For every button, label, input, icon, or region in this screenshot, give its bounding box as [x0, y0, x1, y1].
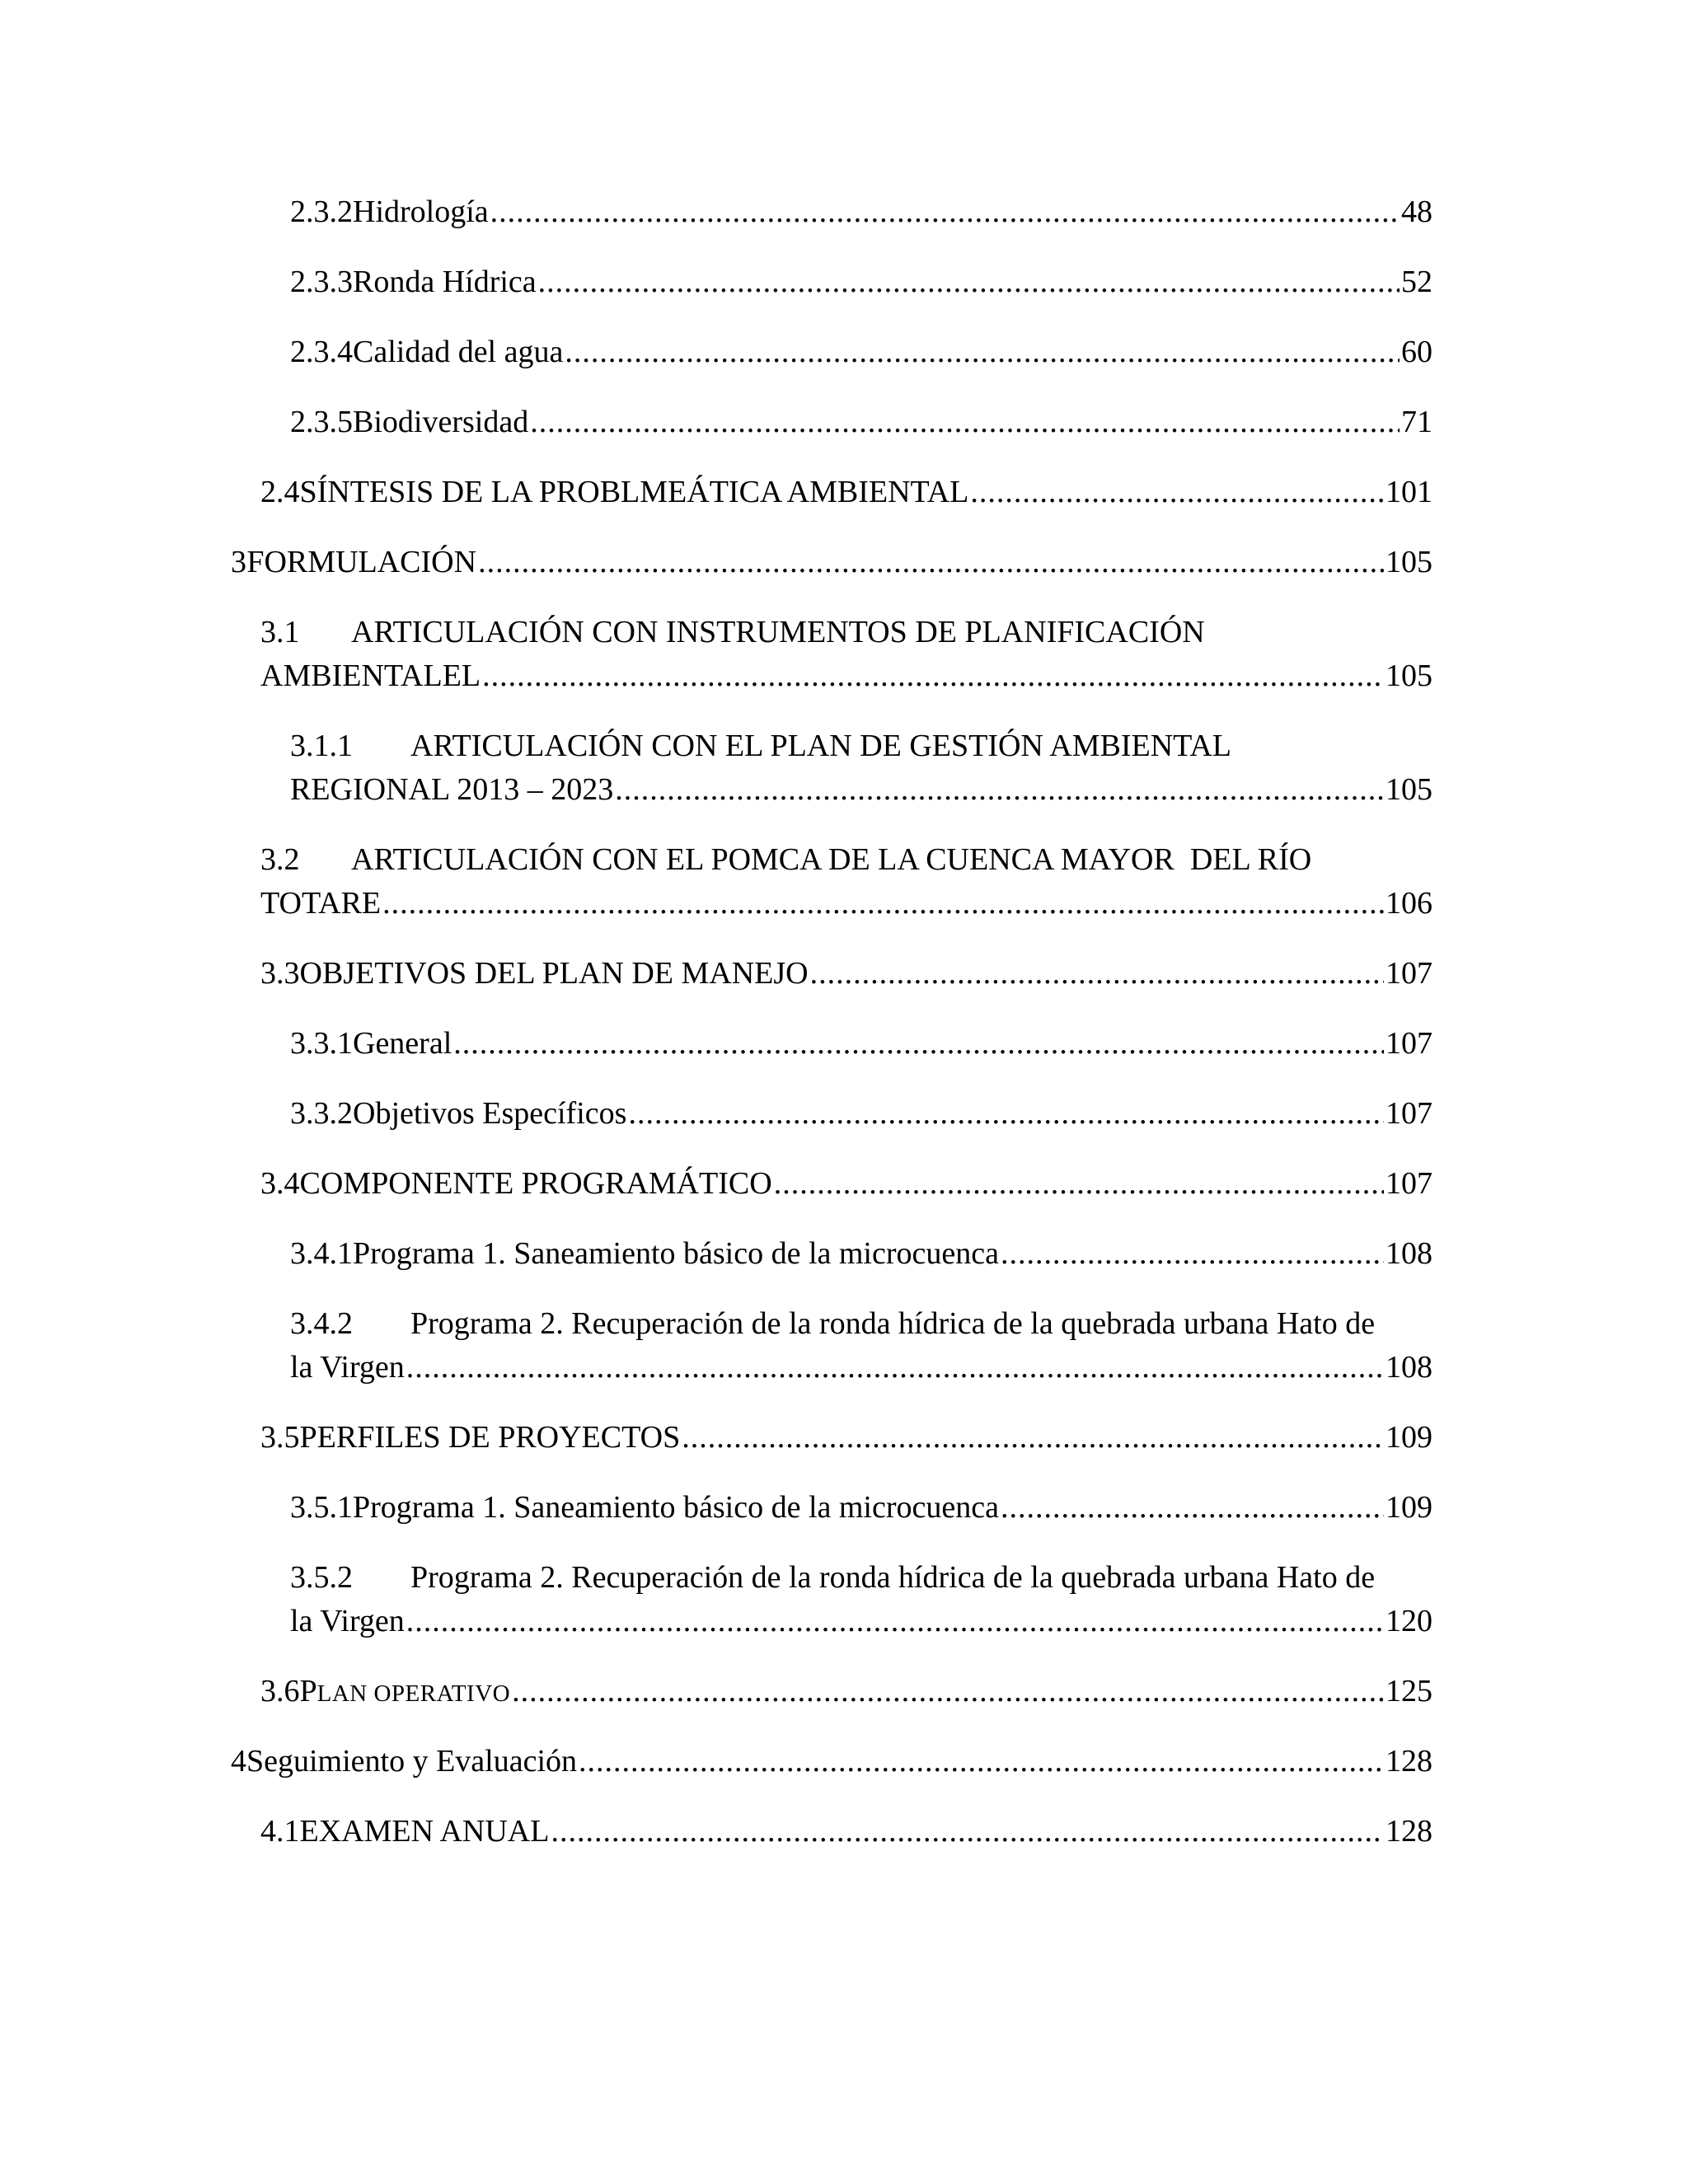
toc-entry[interactable] [290, 730, 1432, 805]
toc-entry-number: 3.5.1 [290, 1490, 353, 1525]
toc-entry-page: 105 [1386, 658, 1432, 693]
toc-entry-title: Seguimiento y Evaluación [246, 1744, 578, 1779]
toc-entry[interactable] [260, 1675, 1432, 1709]
toc-entry[interactable] [290, 266, 1432, 298]
dot-leader [490, 196, 1400, 227]
toc-entry-title: ARTICULACIÓN CON INSTRUMENTOS DE PLANIFICACIÓN [351, 615, 1205, 649]
toc-entry[interactable] [260, 1422, 1432, 1453]
toc-entry-title-continued: la Virgen [290, 1604, 405, 1638]
toc-entry-title-continued: la Virgen [290, 1350, 405, 1385]
toc-entry[interactable] [290, 1098, 1432, 1129]
toc-entry[interactable] [260, 844, 1432, 919]
toc-entry-page: 48 [1401, 194, 1432, 229]
dot-leader [970, 476, 1384, 508]
dot-leader [615, 774, 1384, 805]
toc-entry-number: 3.6 [260, 1674, 300, 1708]
toc-entry-page: 107 [1386, 1096, 1432, 1131]
dot-leader [538, 266, 1400, 298]
toc-entry-page: 109 [1386, 1420, 1432, 1455]
dot-leader [406, 1605, 1384, 1637]
toc-entry-title: Programa 1. Saneamiento básico de la microcuenca [353, 1236, 999, 1271]
toc-entry-title: Hidrología [353, 194, 489, 229]
toc-entry-page: 105 [1386, 772, 1432, 807]
toc-entry-page: 107 [1386, 1166, 1432, 1201]
toc-entry-page: 107 [1386, 1026, 1432, 1061]
toc-entry-page: 60 [1401, 335, 1432, 369]
toc-entry[interactable] [290, 1028, 1432, 1059]
dot-leader [530, 406, 1400, 438]
toc-entry[interactable] [290, 1562, 1432, 1637]
toc-entry[interactable] [290, 1308, 1432, 1383]
toc-entry-title: Programa 2. Recuperación de la ronda hídrica de la quebrada urbana Hato de [410, 1560, 1376, 1595]
toc-entry-number: 2.4 [260, 475, 300, 509]
dot-leader [682, 1422, 1384, 1453]
toc-entry-title-continued: TOTARE [260, 886, 382, 921]
toc-entry-number: 3.3.1 [290, 1026, 353, 1061]
toc-entry[interactable] [290, 406, 1432, 438]
toc-entry-page: 105 [1386, 545, 1432, 579]
toc-entry-title-continued: AMBIENTALEL [260, 658, 481, 693]
toc-entry-page: 125 [1386, 1674, 1432, 1708]
toc-entry[interactable] [260, 958, 1432, 989]
toc-entry-title-continued: REGIONAL 2013 – 2023 [290, 772, 614, 807]
toc-entry[interactable] [260, 616, 1432, 691]
dot-leader [565, 336, 1400, 368]
toc-entry-number: 3.3.2 [290, 1096, 353, 1131]
dot-leader [382, 888, 1384, 919]
toc-entry[interactable] [231, 546, 1432, 578]
toc-entry-title-initial: P [299, 1674, 317, 1708]
toc-entry[interactable] [260, 1168, 1432, 1199]
dot-leader [453, 1028, 1384, 1059]
toc-entry[interactable] [290, 1492, 1432, 1523]
dot-leader [551, 1816, 1384, 1847]
toc-entry-number: 4 [231, 1744, 246, 1779]
toc-entry-title-smallcaps: LAN OPERATIVO [316, 1680, 511, 1707]
toc-entry-title: Objetivos Específicos [353, 1096, 627, 1131]
toc-entry-page: 106 [1386, 886, 1432, 921]
toc-entry-title: COMPONENTE PROGRAMÁTICO [299, 1166, 772, 1201]
toc-entry-title: Biodiversidad [353, 405, 529, 439]
toc-entry-page: 71 [1401, 405, 1432, 439]
toc-entry-title [300, 1675, 511, 1709]
toc-entry[interactable] [290, 336, 1432, 368]
toc-entry-title: FORMULACIÓN [246, 545, 477, 579]
toc-entry[interactable] [260, 1816, 1432, 1847]
dot-leader [512, 1675, 1384, 1707]
dot-leader [579, 1746, 1384, 1777]
dot-leader [482, 660, 1384, 691]
toc-entry-number: 2.3.3 [290, 265, 353, 299]
dot-leader [628, 1098, 1384, 1129]
toc-entry-page: 128 [1386, 1814, 1432, 1849]
toc-entry-number: 4.1 [260, 1814, 300, 1849]
toc-entry-title: SÍNTESIS DE LA PROBLMEÁTICA AMBIENTAL [299, 475, 969, 509]
toc-entry-number: 3.5.2 [290, 1560, 353, 1595]
dot-leader [478, 546, 1384, 578]
toc-entry-number: 3.3 [260, 956, 300, 991]
toc-entry[interactable] [290, 1238, 1432, 1269]
dot-leader [1001, 1492, 1384, 1523]
toc-entry[interactable] [260, 476, 1432, 508]
toc-entry-number: 2.3.5 [290, 405, 353, 439]
toc-entry-title: Programa 1. Saneamiento básico de la microcuenca [353, 1490, 999, 1525]
toc-entry[interactable] [231, 1746, 1432, 1777]
toc-entry-number: 3.4.1 [290, 1236, 353, 1271]
dot-leader [1001, 1238, 1384, 1269]
toc-entry-page: 107 [1386, 956, 1432, 991]
toc-entry-number: 3.5 [260, 1420, 300, 1455]
toc-entry-number: 3.2 [260, 842, 300, 877]
toc-entry-title: General [353, 1026, 452, 1061]
toc-entry-number: 2.3.4 [290, 335, 353, 369]
toc-entry-page: 108 [1386, 1236, 1432, 1271]
toc-entry-number: 3.1.1 [290, 729, 353, 763]
toc-entry-page: 108 [1386, 1350, 1432, 1385]
toc-entry-title: PERFILES DE PROYECTOS [299, 1420, 681, 1455]
dot-leader [810, 958, 1384, 989]
dot-leader [406, 1352, 1384, 1383]
toc-entry-title: Ronda Hídrica [353, 265, 537, 299]
toc-entry-title: ARTICULACIÓN CON EL POMCA DE LA CUENCA MAYOR DEL RÍO [351, 842, 1312, 877]
toc-entry-title: OBJETIVOS DEL PLAN DE MANEJO [299, 956, 809, 991]
dot-leader [774, 1168, 1384, 1199]
toc-entry-number: 3.4 [260, 1166, 300, 1201]
toc-entry-page: 52 [1401, 265, 1432, 299]
toc-entry-number: 2.3.2 [290, 194, 353, 229]
toc-entry-title: EXAMEN ANUAL [299, 1814, 550, 1849]
toc-entry-title: Programa 2. Recuperación de la ronda hídrica de la quebrada urbana Hato de [410, 1306, 1376, 1341]
toc-entry-page: 109 [1386, 1490, 1432, 1525]
toc-entry-number: 3 [231, 545, 246, 579]
toc-entry-title: Calidad del agua [353, 335, 564, 369]
toc-entry[interactable] [290, 196, 1432, 227]
toc-entry-page: 128 [1386, 1744, 1432, 1779]
toc-entry-number: 3.1 [260, 615, 300, 649]
toc-entry-title: ARTICULACIÓN CON EL PLAN DE GESTIÓN AMBIENTAL [410, 729, 1231, 763]
toc-entry-number: 3.4.2 [290, 1306, 353, 1341]
toc-entry-page: 101 [1386, 475, 1432, 509]
toc-entry-page: 120 [1386, 1604, 1432, 1638]
